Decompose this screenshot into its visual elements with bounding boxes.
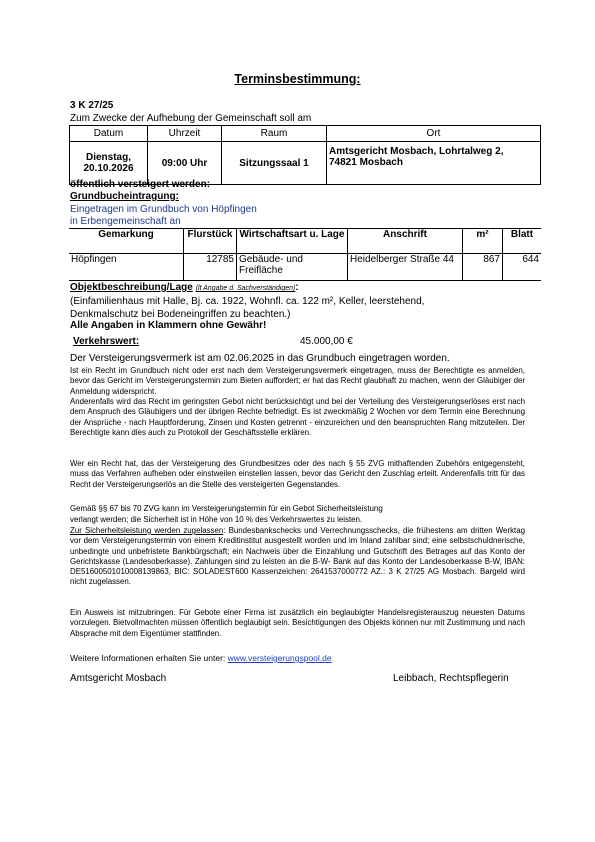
- cell-blatt: 644: [503, 254, 542, 281]
- header-datum: Datum: [70, 126, 148, 142]
- grundbuch-table: [69, 228, 541, 281]
- zugelassen-heading: Zur Sicherheitsleistung werden zugelassen: [70, 526, 224, 535]
- document-title: Terminsbestimmung:: [234, 72, 361, 86]
- grundbuch-data-row: [69, 254, 541, 281]
- objekt-disclaimer: Alle Angaben in Klammern ohne Gewähr!: [70, 320, 267, 331]
- header-flurstueck: Flurstück: [184, 229, 237, 254]
- datum-day: Dienstag,: [85, 152, 131, 163]
- paragraph-sicherheit-2: verlangt werden; die Sicherheit ist in Höhe von 10 % des Verkehrswertes zu leisten.: [70, 515, 363, 524]
- cell-m2: 867: [463, 254, 503, 281]
- footer-signature: Leibbach, Rechtspflegerin: [393, 673, 509, 684]
- header-wirtschaftsart: Wirtschaftsart u. Lage: [237, 229, 348, 254]
- paragraph-zugelassen: [70, 526, 525, 588]
- paragraph-weitere-info: [70, 653, 332, 663]
- objekt-note: (lt Angabe d. Sachverständigen): [195, 285, 296, 292]
- grundbuch-line1: Eingetragen im Grundbuch von Höpfingen: [70, 204, 257, 215]
- paragraph-ausweis: Ein Ausweis ist mitzubringen. Für Gebote einer Firma ist zusätzlich ein beglaubigter Handelsregisterauszug neuesten Datums vorzulegen. Bietvollmachten müssen öffentlich beglaubigt sein. Besichtigungen des Objekts können nur mit Zustimmung und nach Absprache mit dem Eigentümer stattfinden.: [70, 608, 525, 638]
- grundbuch-heading: Grundbucheintragung:: [70, 191, 179, 202]
- termin-table: [69, 125, 541, 185]
- header-uhrzeit: Uhrzeit: [148, 126, 222, 142]
- cell-flurstueck: 12785: [184, 254, 237, 281]
- datum-date: 20.10.2026: [83, 163, 134, 174]
- footer-court: Amtsgericht Mosbach: [70, 673, 167, 684]
- grundbuch-line2: in Erbengemeinschaft an: [70, 216, 181, 227]
- header-m2: m²: [463, 229, 503, 254]
- cell-anschrift: Heidelberger Straße 44: [348, 254, 463, 281]
- header-raum: Raum: [222, 126, 327, 142]
- header-gemarkung: Gemarkung: [69, 229, 184, 254]
- vermerk-text: Der Versteigerungsvermerk ist am 02.06.2025 in das Grundbuch eingetragen worden.: [70, 353, 450, 364]
- cell-wirtschaftsart: Gebäude- und Freifläche: [237, 254, 348, 281]
- paragraph-sicherheit-1: Gemäß §§ 67 bis 70 ZVG kann im Versteigerungstermin für ein Gebot Sicherheitsleistung: [70, 504, 383, 513]
- objekt-heading-line: [70, 282, 299, 293]
- versteigert-text: öffentlich versteigert werden:: [70, 179, 211, 190]
- ort-line1: Amtsgericht Mosbach, Lohrtalweg 2,: [329, 146, 504, 157]
- objekt-line2: Denkmalschutz bei Bodeneingriffen zu beachten.): [70, 309, 291, 320]
- header-ort: Ort: [327, 126, 541, 142]
- cell-uhrzeit: 09:00 Uhr: [148, 142, 222, 185]
- objekt-line1: (Einfamilienhaus mit Halle, Bj. ca. 1922, Wohnfl. ca. 122 m², Keller, leerstehend,: [70, 296, 425, 307]
- paragraph-rang: Anderenfalls wird das Recht im geringsten Gebot nicht berücksichtigt und bei der Verteilung des Versteigerungserlöses erst nach dem Anspruch des Gläubigers und der übrigen Rechte befriedigt. Es ist zweckmäßig 2 Wochen vor dem Termin eine Berechnung der Ansprüche - nach Hauptforderung, Zinsen und Kosten getrennt - einzureichen und den beanspruchten Rang mitzuteilen. Der Berechtigte kann dies auch zu Protokoll der Geschäftsstelle erklären.: [70, 397, 525, 437]
- ort-line2: 74821 Mosbach: [329, 157, 403, 168]
- header-blatt: Blatt: [503, 229, 542, 254]
- objekt-heading: Objektbeschreibung/Lage: [70, 282, 193, 293]
- verkehrswert-label: Verkehrswert:: [73, 336, 140, 347]
- verkehrswert-value: 45.000,00 €: [300, 336, 353, 347]
- weitere-info-text: Weitere Informationen erhalten Sie unter:: [70, 653, 228, 663]
- case-number: 3 K 27/25: [70, 100, 114, 111]
- termin-header-row: [70, 126, 541, 142]
- objekt-colon: :: [295, 282, 299, 293]
- header-anschrift: Anschrift: [348, 229, 463, 254]
- versteigerungspool-link[interactable]: www.versteigerungspool.de: [227, 653, 332, 663]
- cell-gemarkung: Höpfingen: [69, 254, 184, 281]
- grundbuch-header-row: [69, 229, 541, 254]
- cell-raum: Sitzungssaal 1: [222, 142, 327, 185]
- paragraph-zuschlag: Wer ein Recht hat, das der Versteigerung des Grundbesitzes oder des nach § 55 ZVG mithaftenden Zubehörs entgegensteht, muss das Verfahren aufheben oder einstweilen einstellen lassen, bevor das Gericht den Zuschlag erteilt. Anderenfalls tritt für das Recht der Versteigerungserlös an die Stelle des versteigerten Gegenstandes.: [70, 459, 525, 489]
- paragraph-anmeldung: Ist ein Recht im Grundbuch nicht oder erst nach dem Versteigerungsvermerk eingetragen, muss der Berechtigte es anmelden, bevor das Gericht im Versteigerungstermin zum Bieten auffordert; er hat das Recht glaubhaft zu machen, wenn der Gläubiger der Anmeldung widerspricht.: [70, 366, 525, 396]
- zugelassen-text: : Bundesbankschecks und Verrechnungsschecks, die frühestens am dritten Werktag vor dem Versteigerungstermin von einem Kreditinstitut ausgestellt worden und im Inland zahlbar sind; eine selbstschuldnerische, unbedingte und unbefristete Bankbürgschaft; ein Nachweis über die Einzahlung und Gutschrift des Betrages auf das Konto der Gerichtskasse (Landesoberkasse). Zahlungen sind zu leisten an die B-W- Bank auf das Konto der Landesoberkasse B-W, IBAN: DE51600501010008139863, BIC: SOLADEST600 Kassenzeichen: 2641537000772 AZ.: 3 K 27/25 AG Mosbach. Bargeld wird nicht zugelassen.: [70, 526, 525, 587]
- intro-text: Zum Zwecke der Aufhebung der Gemeinschaft soll am: [70, 113, 312, 124]
- cell-ort: [327, 142, 541, 185]
